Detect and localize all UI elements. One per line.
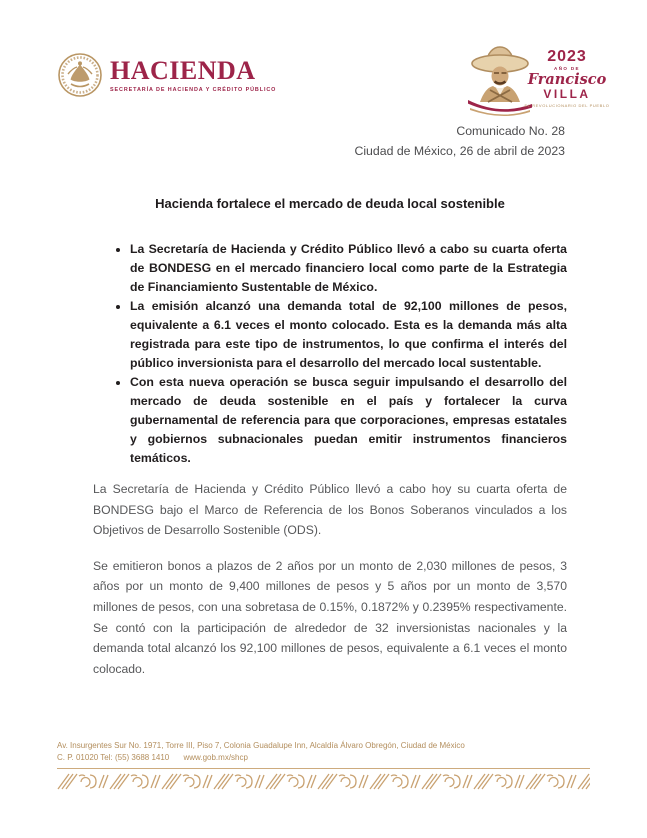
highlight-item: • La Secretaría de Hacienda y Crédito Público llevó a cabo su cuarta oferta de BONDESG en el mercado financiero local como parte de la Estrategia de Financiamiento Sustentable de México.	[130, 240, 567, 297]
villa-name-script: Francisco	[527, 71, 607, 88]
footer-divider	[57, 768, 590, 769]
villa-name-caps: VILLA	[543, 87, 591, 101]
villa-logo-text	[524, 48, 610, 108]
highlight-item: • La emisión alcanzó una demanda total de 92,100 millones de pesos, equivalente a 6.1 veces el monto colocado. Esta es la demanda más alta registrada para este tipo de instrumentos, lo que confirma el interés del público inversionista para el desarrollo del mercado local sustentable.	[130, 297, 567, 373]
place-date: Ciudad de México, 26 de abril de 2023	[354, 144, 565, 158]
footer-address-line: Av. Insurgentes Sur No. 1971, Torre III, Piso 7, Colonia Guadalupe Inn, Alcaldía Álvaro Obregón, Ciudad de México	[57, 741, 465, 750]
aztec-pattern-border	[57, 772, 590, 791]
footer-website: www.gob.mx/shcp	[183, 752, 248, 762]
hacienda-logo-subtitle: SECRETARÍA DE HACIENDA Y CRÉDITO PÚBLICO	[110, 86, 277, 93]
footer-contact-line	[57, 752, 557, 764]
hacienda-logo	[57, 52, 276, 98]
villa-year: 2023	[547, 48, 587, 65]
highlight-item: • Con esta nueva operación se busca seguir impulsando el desarrollo del mercado de deuda sostenible en el país y fortalecer la curva gubernamental de referencia para que corporaciones, empresas estatales y gobiernos subnacionales puedan emitir instrumentos financieros temáticos.	[130, 373, 567, 468]
footer-contact: C. P. 01020 Tel: (55) 3688 1410	[57, 752, 170, 762]
hacienda-wordmark: HACIENDA	[110, 55, 256, 85]
body-paragraph: Se emitieron bonos a plazos de 2 años por un monto de 2,030 millones de pesos, 3 años por un monto de 9,400 millones de pesos y 5 años por un monto de 3,570 millones de pesos, con una sobretasa de 0.15%, 0.1872% y 0.2395% respectivamente. Se contó con la participación de alrededor de 32 inversionistas nacionales y la demanda total alcanzó los 92,100 millones de pesos, equivalente a 6.1 veces el monto colocado.	[93, 558, 567, 676]
mexico-seal-icon	[57, 52, 103, 98]
comunicado-number: Comunicado No. 28	[456, 124, 565, 138]
villa-tagline: EL REVOLUCIONARIO DEL PUEBLO	[524, 103, 610, 108]
francisco-villa-portrait-icon	[468, 36, 532, 120]
document-title: Hacienda fortalece el mercado de deuda local sostenible	[155, 196, 505, 211]
villa-2023-logo	[468, 36, 610, 122]
document-body	[93, 196, 567, 679]
comunicado-meta	[354, 121, 565, 161]
highlights-list	[93, 240, 567, 468]
footer-address-block	[57, 740, 557, 763]
villa-year-label: AÑO DE	[554, 66, 580, 71]
body-paragraph: La Secretaría de Hacienda y Crédito Público llevó a cabo hoy su cuarta oferta de BONDESG bajo el Marco de Referencia de los Bonos Soberanos vinculados a los Objetivos de Desarrollo Sostenible (ODS).	[93, 482, 567, 538]
